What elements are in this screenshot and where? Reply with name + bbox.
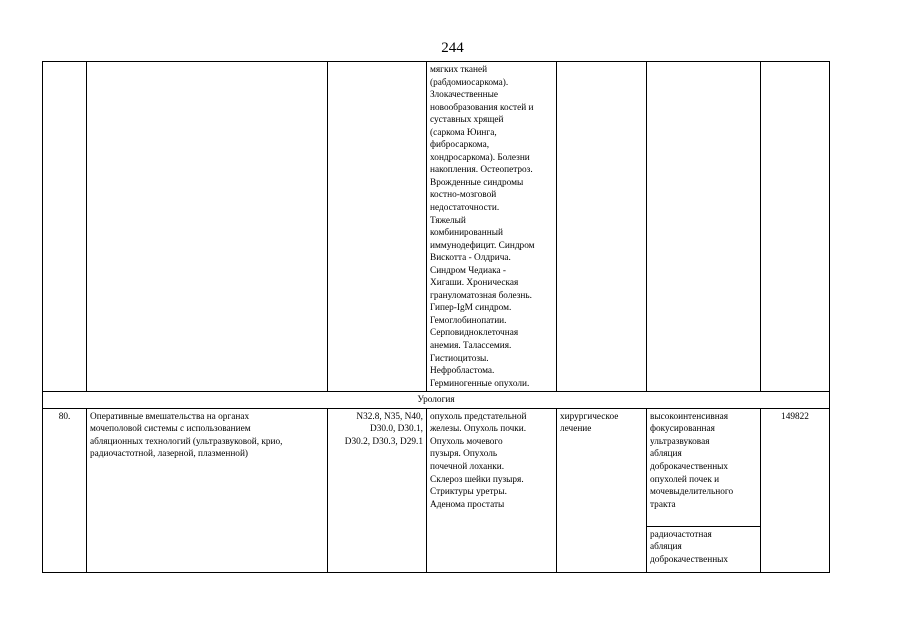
text-line: Склероз шейки пузыря. [430, 474, 524, 485]
table-row-continued [43, 62, 830, 392]
text-line: тракта [650, 499, 676, 510]
text-line: фокусированная [650, 424, 715, 435]
text-line: накопления. Остеопетроз. [430, 165, 533, 176]
text-line: Злокачественные [430, 90, 498, 101]
text-line: недостаточности. [430, 203, 500, 214]
text-line: суставных хрящей [430, 115, 504, 126]
text-line: Гемоглобинопатии. [430, 315, 507, 326]
page-number: 244 [441, 40, 464, 56]
name-cell [87, 62, 328, 392]
section-title: Урология [43, 392, 830, 409]
text-line: Хигаши. Хроническая [430, 278, 519, 289]
text-line: доброкачественных [650, 554, 729, 565]
text-line: Стриктуры уретры. [430, 487, 507, 498]
medical-care-table [42, 61, 830, 573]
text-line: Нефробластома. [430, 366, 495, 377]
text-line: абляция [650, 542, 682, 553]
text-line: мягких тканей [430, 65, 488, 75]
text-line: D30.0, D30.1, [370, 424, 423, 435]
text-line: пузыря. Опухоль [430, 449, 498, 460]
text-line: (рабдомиосаркома). [430, 77, 509, 88]
text-line: Тяжелый [430, 215, 466, 226]
text-line: фибросаркома, [430, 140, 490, 151]
text-line: Гипер-IgM синдром. [430, 303, 512, 314]
number-cell [43, 62, 87, 392]
text-line: комбинированный [430, 228, 503, 239]
diagnosis-cell [427, 408, 557, 572]
text-line: высокоинтенсивная [650, 411, 729, 422]
text-line: Вискотта - Олдрича. [430, 253, 511, 264]
method-cell [647, 408, 761, 526]
text-line: костно-мозговой [430, 190, 497, 201]
text-line: ультразвуковая [650, 436, 710, 447]
text-line: Герминогенные опухоли. [430, 378, 530, 389]
text-line: лечение [560, 424, 592, 435]
text-line: N32.8, N35, N40, [356, 411, 423, 422]
text-line: почечной лоханки. [430, 461, 505, 472]
text-line: анемия. Талассемия. [430, 341, 512, 352]
text-line: хондросаркома). Болезни [430, 152, 530, 163]
price-cell: 149822 [761, 408, 830, 572]
text-line: мочеполовой системы с использованием [90, 424, 251, 435]
text-line: грануломатозная болезнь. [430, 290, 532, 301]
text-line: Опухоль мочевого [430, 436, 503, 447]
method-cell [647, 526, 761, 572]
row-number: 80. [43, 408, 87, 572]
text-line: новообразования костей и [430, 102, 534, 113]
text-line: Гистиоцитозы. [430, 353, 489, 364]
text-line: абляционных технологий (ультразвуковой, крио, [90, 436, 283, 447]
text-line: хирургическое [560, 411, 619, 422]
treatment-cell [557, 62, 647, 392]
text-line: Синдром Чедиака - [430, 265, 507, 276]
treatment-type [557, 408, 647, 572]
text-line: опухолей почек и [650, 474, 720, 485]
text-line: абляция [650, 449, 682, 460]
text-line: радиочастотной, лазерной, плазменной) [90, 449, 249, 460]
text-line: иммунодефицит. Синдром [430, 240, 535, 251]
intervention-name [87, 408, 328, 572]
codes-cell [328, 62, 427, 392]
text-line: Врожденные синдромы [430, 177, 524, 188]
text-line: D30.2, D30.3, D29.1 [344, 436, 423, 447]
text-line: Аденома простаты [430, 499, 505, 510]
table-row-80 [43, 408, 830, 526]
text-line: радиочастотная [650, 529, 712, 540]
price-cell [761, 62, 830, 392]
text-line: доброкачественных [650, 461, 729, 472]
text-line: (саркома Юинга, [430, 127, 497, 138]
diagnosis-cell [427, 62, 557, 392]
text-line: Серповидноклеточная [430, 328, 519, 339]
method-cell [647, 62, 761, 392]
text-line: мочевыделительного [650, 487, 734, 498]
icd-codes [328, 408, 427, 572]
text-line: железы. Опухоль почки. [430, 424, 527, 435]
section-row [43, 392, 830, 409]
text-line: опухоль предстательной [430, 411, 527, 422]
text-line: Оперативные вмешательства на органах [90, 411, 250, 422]
